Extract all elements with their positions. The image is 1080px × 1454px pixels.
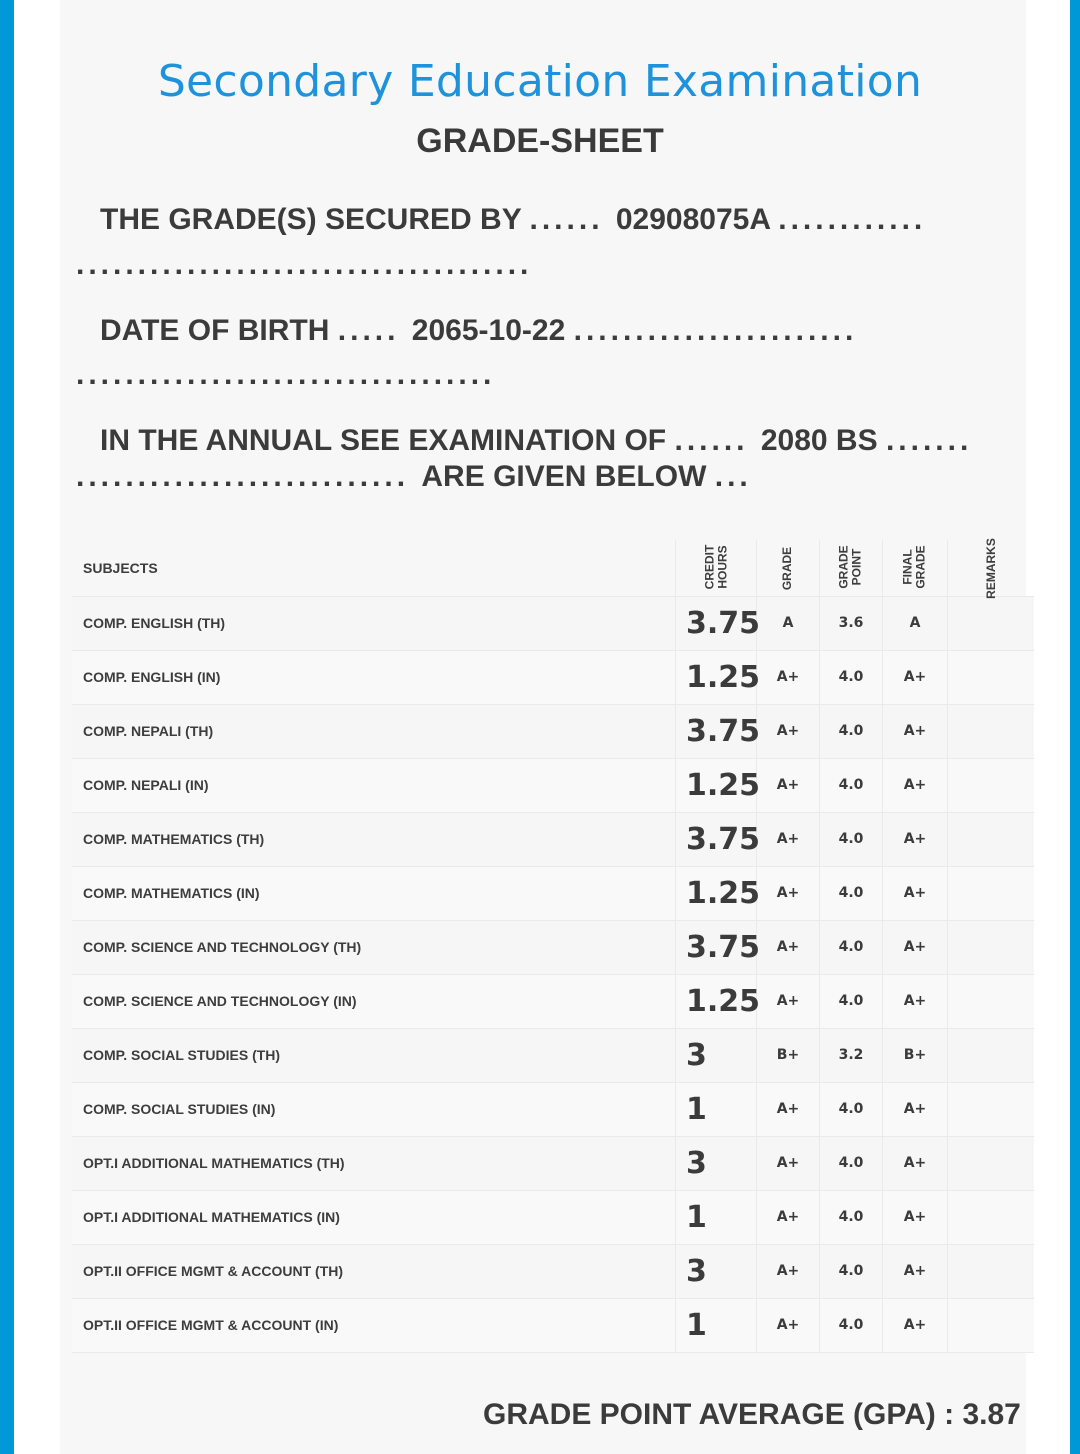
grade-point-cell: 4.0 bbox=[820, 1244, 883, 1298]
remarks-cell bbox=[948, 866, 1035, 920]
remarks-cell bbox=[948, 812, 1035, 866]
grade-cell: A bbox=[757, 596, 820, 650]
credit-hours-cell: 3.75 bbox=[676, 812, 757, 866]
credit-hours-cell: 3.75 bbox=[676, 920, 757, 974]
table-row bbox=[72, 1136, 1034, 1190]
right-edge-bar bbox=[1070, 0, 1080, 1454]
grade-cell: A+ bbox=[757, 812, 820, 866]
grade-point-cell: 4.0 bbox=[820, 1190, 883, 1244]
remarks-cell bbox=[948, 1190, 1035, 1244]
final-grade-cell: A+ bbox=[883, 704, 948, 758]
left-edge-bar bbox=[0, 0, 14, 1454]
final-grade-cell: A+ bbox=[883, 812, 948, 866]
credit-hours-cell: 3 bbox=[676, 1136, 757, 1190]
table-row bbox=[72, 1298, 1034, 1352]
grade-cell: B+ bbox=[757, 1028, 820, 1082]
exam-line: IN THE ANNUAL SEE EXAMINATION OF ...... 2080 BS ....... bbox=[100, 424, 973, 457]
grade-point-cell: 4.0 bbox=[820, 650, 883, 704]
grade-point-cell: 3.6 bbox=[820, 596, 883, 650]
grade-point-cell: 4.0 bbox=[820, 758, 883, 812]
subject-cell: OPT.II OFFICE MGMT & ACCOUNT (IN) bbox=[72, 1298, 676, 1352]
final-grade-cell: A+ bbox=[883, 920, 948, 974]
grade-point-cell: 4.0 bbox=[820, 704, 883, 758]
final-grade-cell: A+ bbox=[883, 1244, 948, 1298]
grade-cell: A+ bbox=[757, 920, 820, 974]
subject-cell: COMP. SCIENCE AND TECHNOLOGY (IN) bbox=[72, 974, 676, 1028]
credit-hours-cell: 1 bbox=[676, 1190, 757, 1244]
remarks-cell bbox=[948, 920, 1035, 974]
header-grade-point: GRADE POINT bbox=[820, 540, 883, 596]
remarks-cell bbox=[948, 650, 1035, 704]
remarks-cell bbox=[948, 1298, 1035, 1352]
grade-cell: A+ bbox=[757, 1190, 820, 1244]
given-below-line: ........................... ARE GIVEN BELOW ... bbox=[76, 460, 752, 493]
table-row bbox=[72, 920, 1034, 974]
subject-cell: COMP. NEPALI (IN) bbox=[72, 758, 676, 812]
header-credit-hours: CREDIT HOURS bbox=[676, 540, 757, 596]
subject-cell: COMP. MATHEMATICS (TH) bbox=[72, 812, 676, 866]
final-grade-cell: A+ bbox=[883, 1298, 948, 1352]
grade-cell: A+ bbox=[757, 1244, 820, 1298]
table-row bbox=[72, 758, 1034, 812]
remarks-cell bbox=[948, 704, 1035, 758]
grade-sheet-heading: GRADE-SHEET bbox=[416, 122, 664, 160]
credit-hours-cell: 1.25 bbox=[676, 974, 757, 1028]
subject-cell: COMP. SCIENCE AND TECHNOLOGY (TH) bbox=[72, 920, 676, 974]
grade-point-cell: 4.0 bbox=[820, 1136, 883, 1190]
credit-hours-cell: 1.25 bbox=[676, 758, 757, 812]
exam-label: IN THE ANNUAL SEE EXAMINATION OF bbox=[100, 424, 667, 457]
grade-point-cell: 4.0 bbox=[820, 1298, 883, 1352]
table-row bbox=[72, 596, 1034, 650]
table-row bbox=[72, 704, 1034, 758]
table-row bbox=[72, 1190, 1034, 1244]
final-grade-cell: A+ bbox=[883, 650, 948, 704]
credit-hours-cell: 1 bbox=[676, 1082, 757, 1136]
date-of-birth: 2065-10-22 bbox=[411, 314, 566, 347]
final-grade-cell: A+ bbox=[883, 866, 948, 920]
table-row bbox=[72, 1028, 1034, 1082]
grade-cell: A+ bbox=[757, 1082, 820, 1136]
grade-point-cell: 4.0 bbox=[820, 1082, 883, 1136]
subject-cell: COMP. SOCIAL STUDIES (IN) bbox=[72, 1082, 676, 1136]
symbol-number: 02908075A bbox=[615, 203, 770, 236]
subject-cell: COMP. SOCIAL STUDIES (TH) bbox=[72, 1028, 676, 1082]
credit-hours-cell: 1.25 bbox=[676, 866, 757, 920]
table-row bbox=[72, 866, 1034, 920]
header-remarks: REMARKS bbox=[948, 540, 1035, 596]
remarks-cell bbox=[948, 1028, 1035, 1082]
final-grade-cell: A+ bbox=[883, 1136, 948, 1190]
table-row bbox=[72, 974, 1034, 1028]
final-grade-cell: A+ bbox=[883, 1082, 948, 1136]
subject-cell: OPT.I ADDITIONAL MATHEMATICS (TH) bbox=[72, 1136, 676, 1190]
table-row bbox=[72, 1082, 1034, 1136]
credit-hours-cell: 3.75 bbox=[676, 596, 757, 650]
credit-hours-cell: 3 bbox=[676, 1244, 757, 1298]
exam-year: 2080 BS bbox=[760, 424, 878, 457]
grade-cell: A+ bbox=[757, 1136, 820, 1190]
final-grade-cell: A+ bbox=[883, 1190, 948, 1244]
header-final-grade: FINAL GRADE bbox=[883, 540, 948, 596]
grade-cell: A+ bbox=[757, 866, 820, 920]
exam-title: Secondary Education Examination bbox=[157, 56, 923, 107]
grade-cell: A+ bbox=[757, 650, 820, 704]
header-grade: GRADE bbox=[757, 540, 820, 596]
dob-dots: .................................. bbox=[76, 358, 496, 391]
gpa-line bbox=[483, 1398, 1021, 1432]
grade-cell: A+ bbox=[757, 974, 820, 1028]
grade-point-cell: 4.0 bbox=[820, 974, 883, 1028]
grade-cell: A+ bbox=[757, 704, 820, 758]
subject-cell: COMP. ENGLISH (IN) bbox=[72, 650, 676, 704]
dob-line: DATE OF BIRTH ..... 2065-10-22 ....................... bbox=[100, 314, 858, 347]
credit-hours-cell: 3.75 bbox=[676, 704, 757, 758]
final-grade-cell: A+ bbox=[883, 974, 948, 1028]
grade-cell: A+ bbox=[757, 758, 820, 812]
remarks-cell bbox=[948, 1244, 1035, 1298]
grades-table-body bbox=[72, 596, 1034, 1352]
final-grade-cell: A+ bbox=[883, 758, 948, 812]
table-row bbox=[72, 650, 1034, 704]
credit-hours-cell: 1 bbox=[676, 1298, 757, 1352]
grade-cell: A+ bbox=[757, 1298, 820, 1352]
remarks-cell bbox=[948, 1136, 1035, 1190]
credit-hours-cell: 3 bbox=[676, 1028, 757, 1082]
grade-point-cell: 3.2 bbox=[820, 1028, 883, 1082]
subject-cell: OPT.I ADDITIONAL MATHEMATICS (IN) bbox=[72, 1190, 676, 1244]
table-row bbox=[72, 812, 1034, 866]
grade-point-cell: 4.0 bbox=[820, 866, 883, 920]
table-row bbox=[72, 1244, 1034, 1298]
dob-label: DATE OF BIRTH bbox=[100, 314, 330, 347]
table-header-row bbox=[72, 540, 1034, 596]
final-grade-cell: B+ bbox=[883, 1028, 948, 1082]
remarks-cell bbox=[948, 1082, 1035, 1136]
secured-by-line: THE GRADE(S) SECURED BY ...... 02908075A ............ bbox=[100, 203, 927, 236]
grades-table bbox=[72, 537, 1034, 1353]
grade-point-cell: 4.0 bbox=[820, 920, 883, 974]
remarks-cell bbox=[948, 974, 1035, 1028]
final-grade-cell: A bbox=[883, 596, 948, 650]
remarks-cell bbox=[948, 596, 1035, 650]
subject-cell: COMP. ENGLISH (TH) bbox=[72, 596, 676, 650]
subject-cell: COMP. NEPALI (TH) bbox=[72, 704, 676, 758]
remarks-cell bbox=[948, 758, 1035, 812]
secured-by-label: THE GRADE(S) SECURED BY bbox=[100, 203, 522, 236]
gpa-value: 3.87 bbox=[962, 1398, 1021, 1431]
secured-by-dots: ..................................... bbox=[76, 248, 533, 281]
credit-hours-cell: 1.25 bbox=[676, 650, 757, 704]
grade-point-cell: 4.0 bbox=[820, 812, 883, 866]
subject-cell: COMP. MATHEMATICS (IN) bbox=[72, 866, 676, 920]
gpa-label: GRADE POINT AVERAGE (GPA) : bbox=[483, 1398, 955, 1431]
given-below-text: ARE GIVEN BELOW bbox=[421, 460, 707, 493]
subject-cell: OPT.II OFFICE MGMT & ACCOUNT (TH) bbox=[72, 1244, 676, 1298]
header-subjects: SUBJECTS bbox=[72, 540, 676, 596]
